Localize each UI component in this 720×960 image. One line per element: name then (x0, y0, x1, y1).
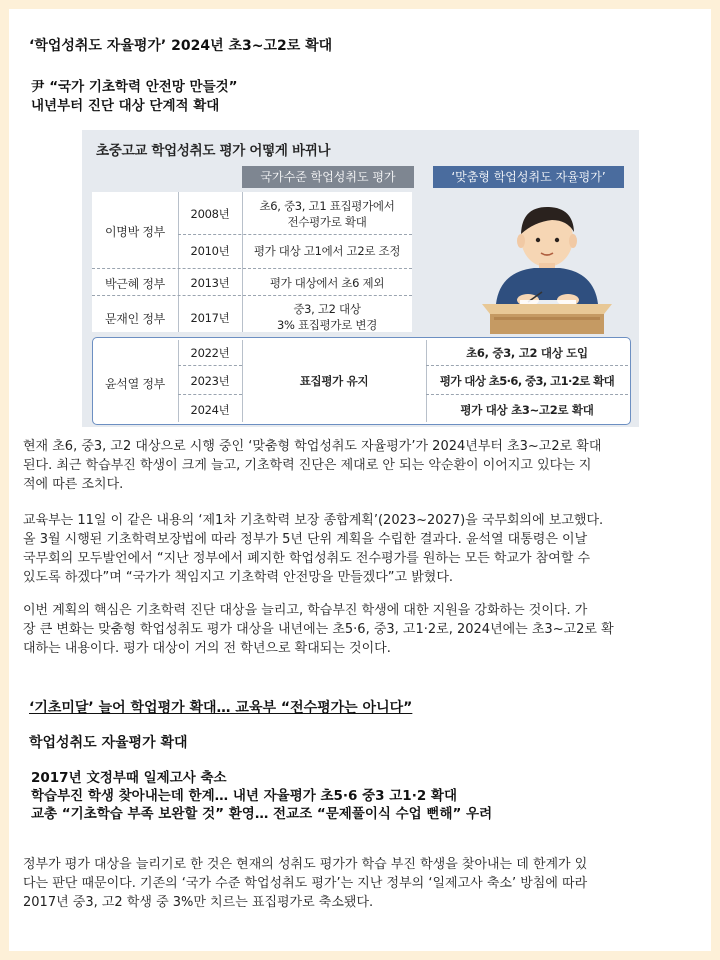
gov-park: 박근혜 정부 (105, 277, 165, 291)
subheadline-1-line-1: 尹 “국가 기초학력 안전망 만들것” (31, 79, 238, 95)
subheadline-1-line-2: 내년부터 진단 대상 단계적 확대 (31, 98, 220, 114)
yoon-custom-2024: 평가 대상 초3~고2로 확대 (460, 403, 594, 417)
yoon-custom-2023: 평가 대상 초5·6, 중3, 고1·2로 확대 (439, 374, 615, 388)
paragraph-2: 교육부는 11일 이 같은 내용의 ‘제1차 기초학력 보장 종합계획’(2023~2027)을 국무회의에 보고했다. 올 3월 시행된 기초학력보장법에 따라 정부가 5년 단위 계획을 수립한 결과다. 윤석열 대통령은 이날 국무회의 모두발언에서 “지난 정부에서 폐지한 학업성취도 전수평가를 원하는 모든 학교가 참여할 수 있도록 하겠다”며 “국가가 책임지고 기초학력 안전망을 만들겠다”고 밝혔다. (23, 513, 604, 585)
event-2008-line-2: 전수평가로 확대 (287, 215, 367, 229)
event-2010: 평가 대상 고1에서 고2로 조정 (253, 244, 401, 258)
event-2013: 평가 대상에서 초6 제외 (269, 276, 385, 290)
year-2008: 2008년 (190, 207, 230, 221)
article-page (9, 9, 711, 951)
event-2017-line-2: 3% 표집평가로 변경 (276, 318, 378, 332)
year-2013: 2013년 (190, 276, 230, 290)
column-header-custom: ‘맞춤형 학업성취도 자율평가’ (433, 166, 624, 188)
subheadline-2-line-3: 교총 “기초학습 부족 보완할 것” 환영… 전교조 “문제풀이식 수업 뻔해” 우려 (31, 806, 493, 822)
paragraph-4: 정부가 평가 대상을 늘리기로 한 것은 현재의 성취도 평가가 학습 부진 학생을 찾아내는 데 한계가 있 다는 판단 때문이다. 기존의 ‘국가 수준 학업성취도 평가’는 지난 정부의 ‘일제고사 축소’ 방침에 따라 2017년 중3, 고2 학생 중 3%만 치르는 표집평가로 축소됐다. (23, 857, 588, 910)
year-2017: 2017년 (190, 311, 230, 325)
year-2010: 2010년 (190, 244, 230, 258)
headline-3: 학업성취도 자율평가 확대 (29, 735, 188, 751)
subheadline-2-line-1: 2017년 文정부때 일제고사 축소 (31, 770, 227, 786)
event-2008-line-1: 초6, 중3, 고1 표집평가에서 (259, 199, 395, 213)
paragraph-3: 이번 계획의 핵심은 기초학력 진단 대상을 늘리고, 학습부진 학생에 대한 지원을 강화하는 것이다. 가 장 큰 변화는 맞춤형 학업성취도 평가 대상을 내년에는 초5·6, 중3, 고1·2로, 2024년에는 초3~고2로 확 대하는 내용이다. 평가 대상이 거의 전 학년으로 확대되는 것이다. (23, 603, 614, 656)
event-2017-line-1: 중3, 고2 대상 (293, 302, 361, 316)
headline-1: ‘학업성취도 자율평가’ 2024년 초3~고2로 확대 (29, 38, 333, 54)
year-2022: 2022년 (190, 346, 230, 360)
subheadline-2-line-2: 학습부진 학생 찾아내는데 한계… 내년 자율평가 초5·6 중3 고1·2 확대 (31, 788, 458, 804)
column-header-national: 국가수준 학업성취도 평가 (242, 166, 414, 188)
yoon-national: 표집평가 유지 (299, 374, 369, 388)
gov-lee: 이명박 정부 (105, 225, 165, 239)
headline-2: ‘기초미달’ 늘어 학업평가 확대… 교육부 “전수평가는 아니다” (29, 700, 413, 716)
year-2023: 2023년 (190, 374, 230, 388)
year-2024: 2024년 (190, 403, 230, 417)
gov-moon: 문재인 정부 (105, 312, 165, 326)
student-illustration (472, 196, 622, 334)
infographic (82, 130, 639, 427)
yoon-custom-2022: 초6, 중3, 고2 대상 도입 (466, 346, 588, 360)
paragraph-1: 현재 초6, 중3, 고2 대상으로 시행 중인 ‘맞춤형 학업성취도 자율평가’가 2024년부터 초3~고2로 확대 된다. 최근 학습부진 학생이 크게 늘고, 기초학력 진단은 제대로 안 되는 악순환이 이어지고 있다는 지 적에 따른 조치다. (23, 439, 602, 492)
infographic-title: 초중고교 학업성취도 평가 어떻게 바뀌나 (96, 143, 331, 159)
gov-yoon: 윤석열 정부 (105, 377, 165, 391)
